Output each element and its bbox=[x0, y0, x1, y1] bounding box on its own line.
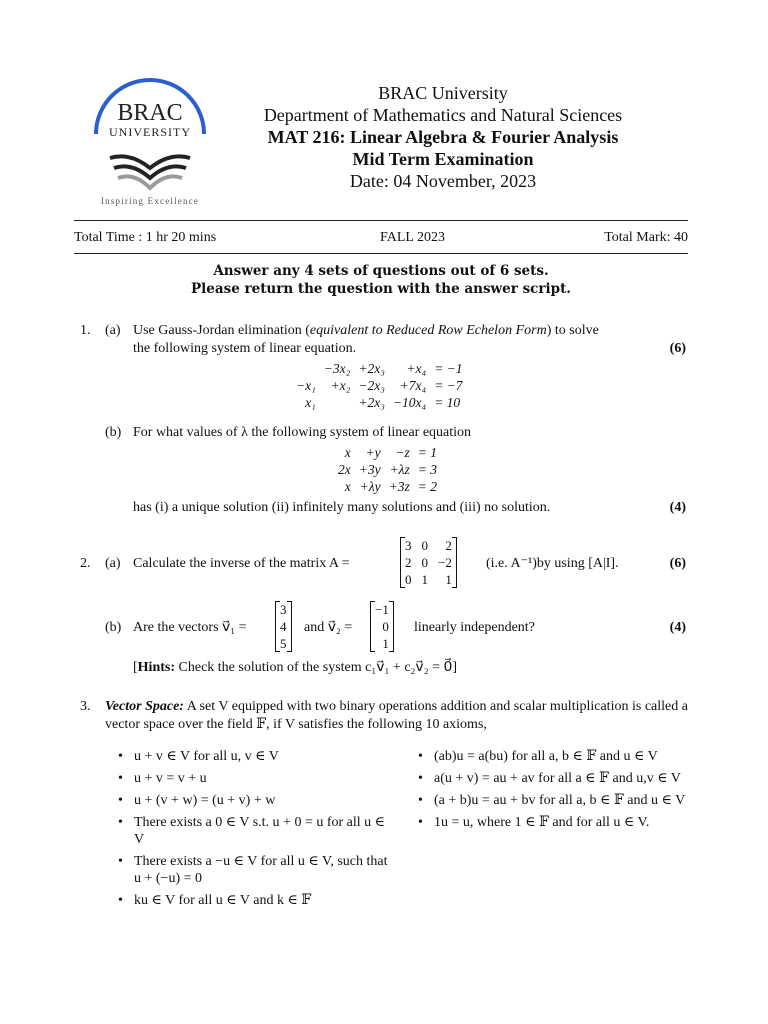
svg-text:Inspiring Excellence: Inspiring Excellence bbox=[100, 196, 200, 206]
matrix-a bbox=[400, 537, 457, 588]
equation-term bbox=[292, 360, 320, 377]
total-mark: Total Mark: 40 bbox=[604, 230, 688, 245]
q1b-label: (b) bbox=[105, 425, 122, 440]
q3-number: 3. bbox=[80, 699, 91, 714]
matrix-entry: 0 bbox=[421, 537, 428, 553]
equation-term: +2x₃ bbox=[358, 360, 385, 376]
equation-term: 2x bbox=[338, 461, 351, 477]
axiom-item: • There exists a 0 ∈ V s.t. u + 0 = u for all u ∈ V bbox=[116, 814, 396, 848]
matrix-entry: −2 bbox=[438, 554, 452, 570]
q1a-mark: (6) bbox=[669, 341, 686, 356]
instruction-line-2: Please return the question with the answer script. bbox=[190, 281, 572, 297]
q2b-text: Are the vectors v⃗₁ = bbox=[133, 620, 247, 635]
equation-term: = 3 bbox=[417, 461, 437, 477]
q1a-text bbox=[133, 322, 688, 340]
exam-date: Date: 04 November, 2023 bbox=[349, 171, 537, 191]
q2a-text: Calculate the inverse of the matrix A = bbox=[133, 556, 350, 571]
equation-term: = −7 bbox=[434, 377, 463, 393]
equation-row bbox=[334, 478, 441, 495]
q2-hint bbox=[133, 659, 457, 677]
q1a-text-italic: equivalent to Reduced Row Echelon Form bbox=[309, 323, 547, 338]
equation-row bbox=[292, 394, 467, 411]
course-title: MAT 216: Linear Algebra & Fourier Analysis bbox=[267, 127, 619, 147]
equation-term bbox=[320, 394, 355, 411]
q1b-text: For what values of λ the following system of linear equation bbox=[133, 425, 472, 440]
svg-text:UNIVERSITY: UNIVERSITY bbox=[109, 125, 191, 139]
q1a-text-part1: Use Gauss-Jordan elimination ( bbox=[133, 323, 310, 338]
matrix-entry: 0 bbox=[405, 571, 412, 587]
q3-intro bbox=[105, 698, 688, 734]
instruction-line-1: Answer any 4 sets of questions out of 6 sets. bbox=[213, 263, 549, 279]
university-logo bbox=[88, 72, 212, 212]
q2b-mark: (4) bbox=[669, 620, 686, 635]
q1b-system bbox=[334, 444, 441, 495]
q2b-text2: linearly independent? bbox=[414, 620, 535, 635]
matrix-entry: 0 bbox=[421, 554, 428, 570]
equation-row bbox=[292, 360, 467, 377]
q1b-mark: (4) bbox=[669, 500, 686, 515]
equation-row bbox=[334, 444, 441, 461]
axiom-item: • a(u + v) = au + av for all a ∈ 𝔽 and u,v ∈ V bbox=[416, 770, 690, 787]
q1b-text2: has (i) a unique solution (ii) infinitely many solutions and (iii) no solution. bbox=[133, 500, 551, 515]
equation-term: −2x₃ bbox=[358, 377, 385, 393]
axiom-item: • (a + b)u = au + bv for all a, b ∈ 𝔽 and u ∈ V bbox=[416, 792, 690, 809]
equation-term: −z bbox=[395, 444, 410, 460]
axiom-item: • ku ∈ V for all u ∈ V and k ∈ 𝔽 bbox=[116, 892, 396, 909]
equation-term: = −1 bbox=[434, 360, 463, 376]
total-time: Total Time : 1 hr 20 mins bbox=[74, 230, 217, 245]
equation-term: x bbox=[344, 478, 351, 494]
equation-term: −3x₂ bbox=[323, 360, 351, 376]
vector-v1 bbox=[275, 601, 292, 652]
q2a-text2: (i.e. A⁻¹)by using [A|I]. bbox=[486, 556, 619, 571]
q1-number: 1. bbox=[80, 323, 91, 338]
instructions bbox=[74, 262, 688, 298]
exam-header bbox=[228, 82, 658, 192]
equation-term: +2x₃ bbox=[358, 394, 385, 410]
q3-title: Vector Space: bbox=[105, 699, 184, 714]
matrix-entry: 1 bbox=[445, 571, 452, 587]
equation-term: −x₁ bbox=[296, 377, 316, 393]
equation-term: +3z bbox=[388, 478, 410, 494]
q2-number: 2. bbox=[80, 556, 91, 571]
matrix-entry: 3 bbox=[405, 537, 412, 553]
equation-term: +x₂ bbox=[330, 377, 351, 393]
q1a-text-part2: ) to solve bbox=[546, 323, 599, 338]
equation-term: x bbox=[344, 444, 351, 460]
matrix-entry: 2 bbox=[445, 537, 452, 553]
equation-term: x₁ bbox=[305, 394, 316, 410]
equation-term: = 2 bbox=[417, 478, 437, 494]
equation-row bbox=[292, 377, 467, 394]
hint-bracket: [ bbox=[133, 660, 138, 675]
divider-top bbox=[74, 220, 688, 221]
equation-term: −10x₄ bbox=[392, 394, 427, 410]
vector-entry: −1 bbox=[375, 601, 389, 617]
axioms-left bbox=[116, 748, 396, 914]
vector-entry: 4 bbox=[280, 618, 287, 634]
q1a-system bbox=[292, 360, 467, 411]
equation-term: = 1 bbox=[417, 444, 437, 460]
department-name: Department of Mathematics and Natural Sciences bbox=[263, 105, 623, 125]
q2b-and: and v⃗₂ = bbox=[304, 620, 353, 635]
exam-title: Mid Term Examination bbox=[352, 149, 534, 169]
q2a-mark: (6) bbox=[669, 556, 686, 571]
matrix-entry: 1 bbox=[421, 571, 428, 587]
vector-entry: 1 bbox=[382, 635, 389, 651]
matrix-entry: 2 bbox=[405, 554, 412, 570]
equation-term: +λy bbox=[359, 478, 381, 494]
equation-term: +y bbox=[365, 444, 381, 460]
q1a-label: (a) bbox=[105, 323, 121, 338]
equation-term: +3y bbox=[358, 461, 381, 477]
axiom-item: • u + v ∈ V for all u, v ∈ V bbox=[116, 748, 396, 765]
svg-text:BRAC: BRAC bbox=[117, 100, 183, 126]
equation-term: = 10 bbox=[434, 394, 461, 410]
q2b-label: (b) bbox=[105, 620, 122, 635]
axiom-item: • u + v = v + u bbox=[116, 770, 396, 787]
q3-text: A set V equipped with two binary operations addition and scalar multiplication is called a vector space over the field 𝔽, if V satisfies the following 10 axioms, bbox=[105, 699, 688, 732]
divider-bottom bbox=[74, 253, 688, 254]
axiom-item: • (ab)u = a(bu) for all a, b ∈ 𝔽 and u ∈ V bbox=[416, 748, 690, 765]
axiom-item: • There exists a −u ∈ V for all u ∈ V, such that u + (−u) = 0 bbox=[116, 853, 396, 887]
vector-v2 bbox=[370, 601, 394, 652]
hint-label: Hints: bbox=[137, 660, 176, 675]
university-name: BRAC University bbox=[378, 83, 508, 103]
semester: FALL 2023 bbox=[380, 230, 445, 245]
equation-row bbox=[334, 461, 441, 478]
axiom-item: • 1u = u, where 1 ∈ 𝔽 and for all u ∈ V. bbox=[416, 814, 690, 831]
hint-text: Check the solution of the system c₁v⃗₁ + c₂v⃗₂ = 0⃗] bbox=[178, 660, 458, 675]
matrix-row bbox=[400, 537, 457, 554]
vector-entry: 0 bbox=[382, 618, 389, 634]
axioms-right bbox=[416, 748, 690, 836]
equation-term: +λz bbox=[389, 461, 410, 477]
matrix-row bbox=[400, 571, 457, 588]
q1a-text-line2: the following system of linear equation. bbox=[133, 341, 357, 356]
axiom-item: • u + (v + w) = (u + v) + w bbox=[116, 792, 396, 809]
matrix-row bbox=[400, 554, 457, 571]
equation-term: +x₄ bbox=[406, 360, 427, 376]
equation-term: +7x₄ bbox=[399, 377, 427, 393]
q2a-label: (a) bbox=[105, 556, 121, 571]
vector-entry: 5 bbox=[280, 635, 287, 651]
vector-entry: 3 bbox=[280, 601, 287, 617]
